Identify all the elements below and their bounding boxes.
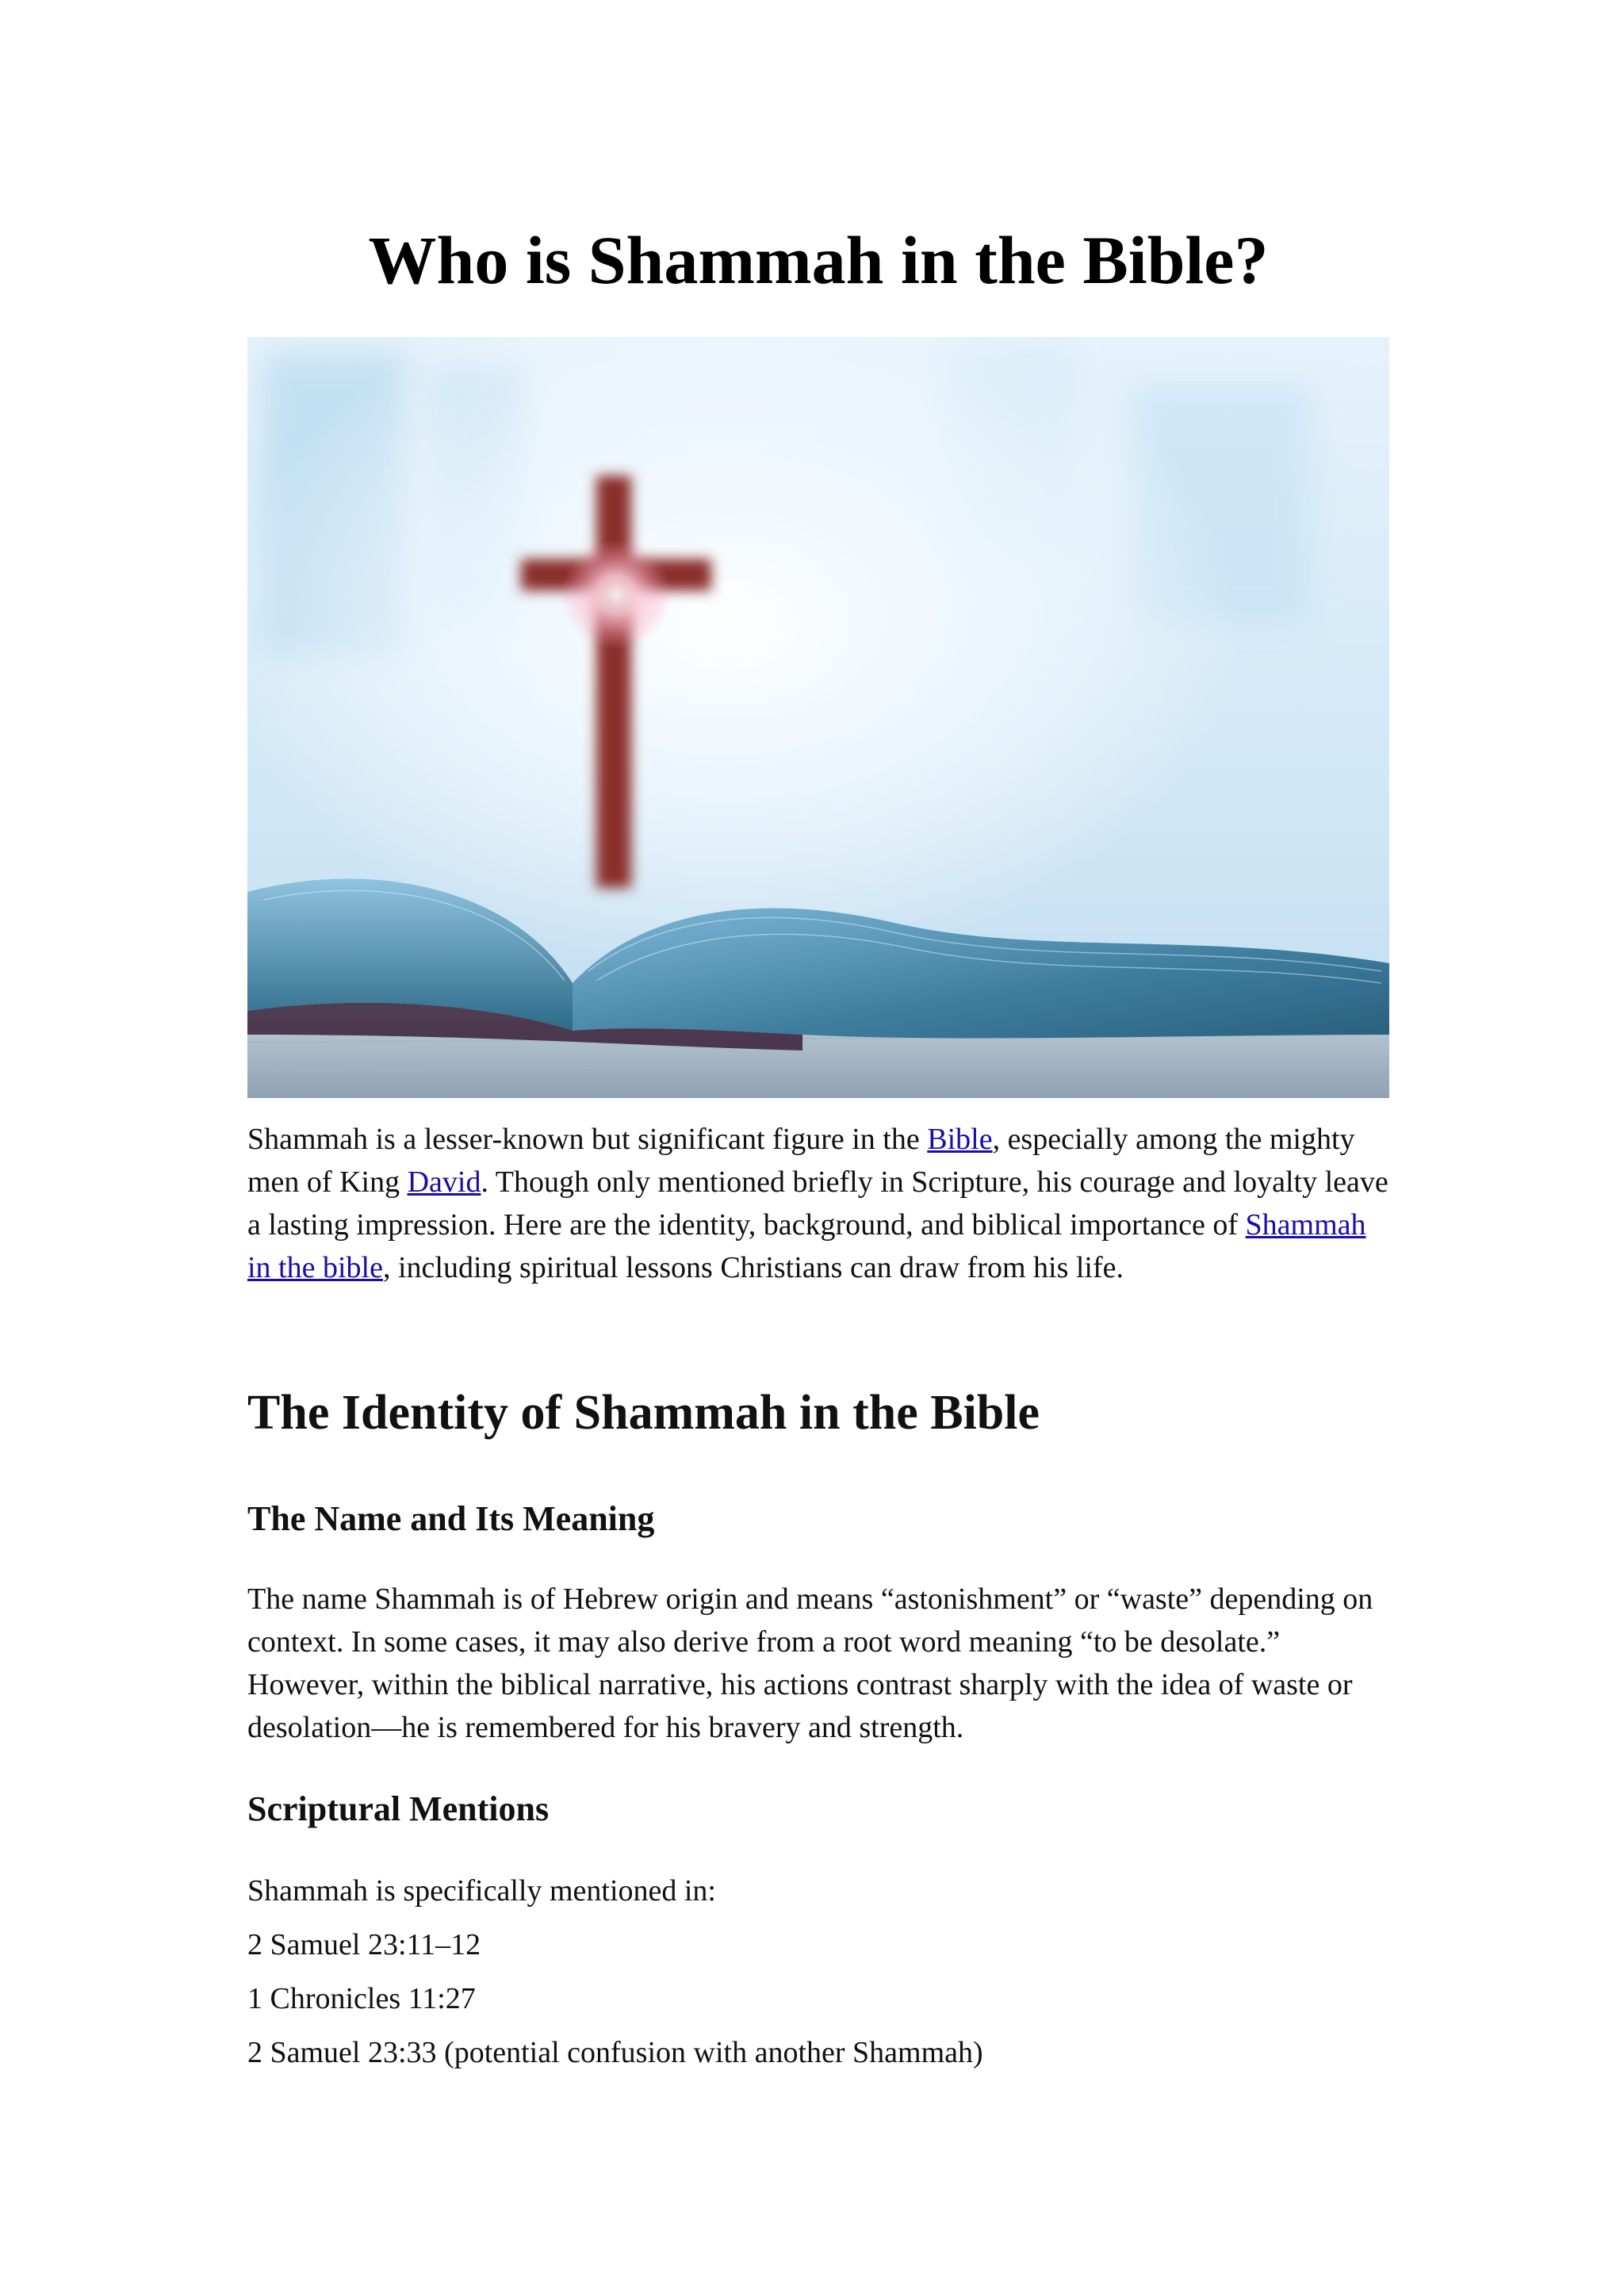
scripture-reference: 1 Chronicles 11:27 [247,1982,476,2015]
subheading-scriptural-mentions: Scriptural Mentions [247,1789,550,1828]
name-meaning-paragraph: The name Shammah is of Hebrew origin and means “astonishment” or “waste” depending on context. In some cases, it may also derive from a root word meaning “to be desolate.” However, within the biblical narrative, his actions contrast sharply with the idea of waste or desolation—he is remembered for his bravery and strength. [247,1582,1373,1744]
scripture-reference: 2 Samuel 23:33 (potential confusion with another Shammah) [247,2036,983,2069]
intro-paragraph [247,1118,1389,1289]
intro-text: Shammah is a lesser-known but significant figure in the [247,1123,928,1156]
intro-text: . Though only mentioned briefly in Scripture, his courage and loyalty leave a lasting impression. Here are the identity, background, and biblical importance of [247,1165,1388,1242]
scripture-reference-list [247,1923,983,2085]
david-link[interactable]: David [407,1165,481,1199]
intro-text: , including spiritual lessons Christians can draw from his life. [382,1251,1124,1284]
subheading-name-meaning: The Name and Its Meaning [247,1499,655,1538]
cross-over-open-bible-image [247,337,1389,1098]
mentions-intro: Shammah is specifically mentioned in: [247,1874,716,1908]
intro-text: , especially among the mighty men of King [247,1123,1355,1199]
bible-link[interactable]: Bible [927,1123,993,1156]
section-heading: The Identity of Shammah in the Bible [247,1386,1040,1440]
page-title: Who is Shammah in the Bible? [368,222,1269,298]
shammah-link[interactable]: Shammah in the bible [247,1208,1366,1284]
hero-image [247,337,1389,1098]
scripture-reference: 2 Samuel 23:11–12 [247,1928,481,1961]
